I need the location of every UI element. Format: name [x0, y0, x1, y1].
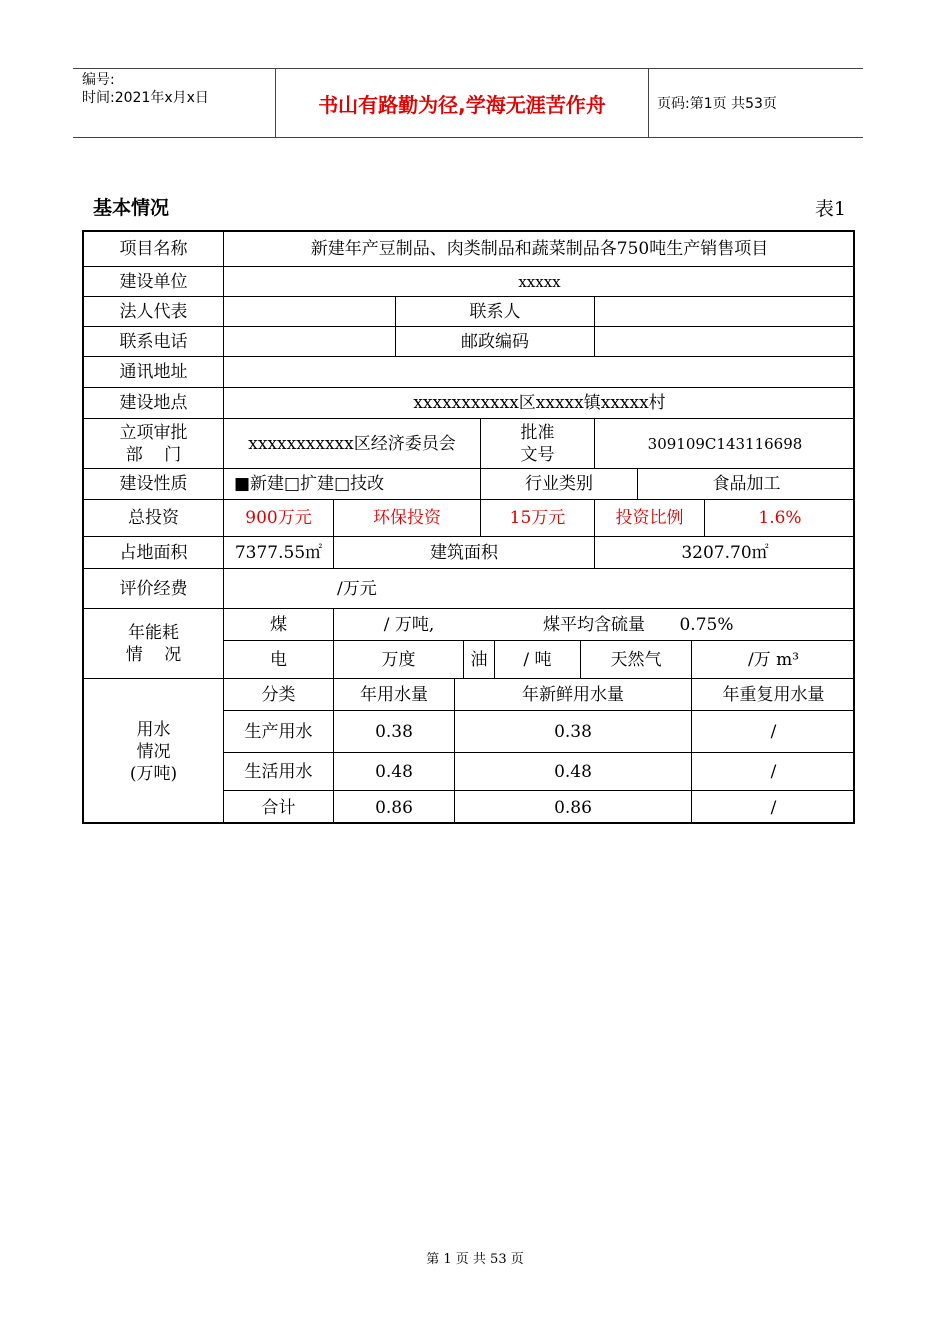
- land-area-value: 7377.55㎡: [224, 537, 334, 569]
- phone-value: [224, 327, 396, 357]
- coal-sulfur-label: 煤平均含硫量: [484, 609, 704, 641]
- page-footer: 第 1 页 共 53 页: [426, 1252, 524, 1267]
- approval-no-label: [481, 419, 595, 469]
- water-row-production-fresh: 0.38: [455, 711, 692, 753]
- oil-label: 油: [464, 641, 495, 679]
- invest-ratio-value: 1.6%: [705, 500, 855, 537]
- build-area-value: 3207.70㎡: [595, 537, 855, 569]
- total-invest-label: 总投资: [84, 500, 224, 537]
- page-header: [73, 68, 863, 138]
- water-row-total-fresh: 0.86: [455, 791, 692, 824]
- elec-value: 万度: [334, 641, 464, 679]
- water-row-domestic-annual: 0.48: [334, 753, 455, 791]
- water-header-annual: 年用水量: [334, 679, 455, 711]
- approval-no-label-line2: 文号: [520, 444, 555, 465]
- water-row-production-reuse: /: [692, 711, 855, 753]
- water-row-production-annual: 0.38: [334, 711, 455, 753]
- water-header-fresh: 年新鲜用水量: [455, 679, 692, 711]
- site-value: xxxxxxxxxxx区xxxxx镇xxxxx村: [224, 388, 855, 419]
- contact-label: 联系人: [396, 297, 595, 327]
- energy-label: [84, 609, 224, 679]
- oil-value: / 吨: [495, 641, 581, 679]
- water-header-reuse: 年重复用水量: [692, 679, 855, 711]
- address-label: 通讯地址: [84, 357, 224, 388]
- elec-label: 电: [224, 641, 334, 679]
- header-meta: [73, 69, 275, 137]
- builder-label: 建设单位: [84, 267, 224, 297]
- approval-dept-value: xxxxxxxxxxx区经济委员会: [224, 419, 481, 469]
- water-label-line2: 情况: [136, 741, 171, 762]
- water-row-total-category: 合计: [224, 791, 334, 824]
- project-name-label: 项目名称: [84, 232, 224, 267]
- invest-ratio-label: 投资比例: [595, 500, 705, 537]
- coal-value: / 万吨,: [334, 609, 484, 641]
- address-value: [224, 357, 855, 388]
- nature-value: ■新建□扩建□技改: [224, 469, 481, 500]
- water-label-line1: 用水: [136, 719, 171, 740]
- water-header-category: 分类: [224, 679, 334, 711]
- water-row-domestic-reuse: /: [692, 753, 855, 791]
- energy-label-line2: 情 况: [125, 644, 182, 665]
- document-time: 时间:2021年x月x日: [82, 90, 209, 106]
- build-area-label: 建筑面积: [334, 537, 595, 569]
- water-row-total-reuse: /: [770, 797, 777, 818]
- water-row-production-category: 生产用水: [224, 711, 334, 753]
- approval-dept-label-line1: 立项审批: [119, 422, 188, 443]
- document-number-label: 编号:: [82, 72, 115, 88]
- energy-label-line1: 年能耗: [128, 622, 179, 643]
- postcode-label: 邮政编码: [396, 327, 595, 357]
- env-invest-label: 环保投资: [334, 500, 481, 537]
- coal-row-underline: [334, 609, 855, 641]
- eval-fee-value: /万元: [224, 569, 855, 609]
- header-motto: 书山有路勤为径,学海无涯苦作舟: [275, 69, 649, 137]
- water-label-line3: (万吨): [129, 763, 178, 784]
- section-title: 基本情况: [93, 197, 170, 219]
- contact-value: [595, 297, 855, 327]
- industry-value: 食品加工: [638, 469, 855, 500]
- water-row-domestic-category: 生活用水: [224, 753, 334, 791]
- basic-info-table: [82, 230, 855, 824]
- legal-rep-value: [224, 297, 396, 327]
- env-invest-value: 15万元: [481, 500, 595, 537]
- industry-label: 行业类别: [481, 469, 638, 500]
- legal-rep-label: 法人代表: [84, 297, 224, 327]
- header-page-info: 页码:第1页 共53页: [657, 96, 777, 112]
- land-area-label: 占地面积: [84, 537, 224, 569]
- phone-label: 联系电话: [84, 327, 224, 357]
- water-row-domestic-fresh: 0.48: [455, 753, 692, 791]
- nature-label: 建设性质: [84, 469, 224, 500]
- gas-label: 天然气: [581, 641, 692, 679]
- total-invest-value: 900万元: [224, 500, 334, 537]
- approval-dept-label: [84, 419, 224, 469]
- site-label: 建设地点: [84, 388, 224, 419]
- water-label: [84, 679, 224, 824]
- postcode-value: [595, 327, 855, 357]
- approval-dept-label-line2: 部 门: [125, 444, 182, 465]
- water-row-total-annual: 0.86: [334, 791, 455, 824]
- project-name-value: 新建年产豆制品、肉类制品和蔬菜制品各750吨生产销售项目: [224, 232, 855, 267]
- table-number: 表1: [814, 198, 846, 220]
- coal-label: 煤: [224, 609, 334, 641]
- approval-no-value: 309109C143116698: [595, 419, 855, 469]
- builder-value: xxxxx: [224, 267, 855, 297]
- eval-fee-label: 评价经费: [84, 569, 224, 609]
- approval-no-label-line1: 批准: [520, 422, 555, 443]
- gas-value: /万 m³: [692, 641, 855, 679]
- coal-sulfur-value: 0.75%: [644, 609, 769, 641]
